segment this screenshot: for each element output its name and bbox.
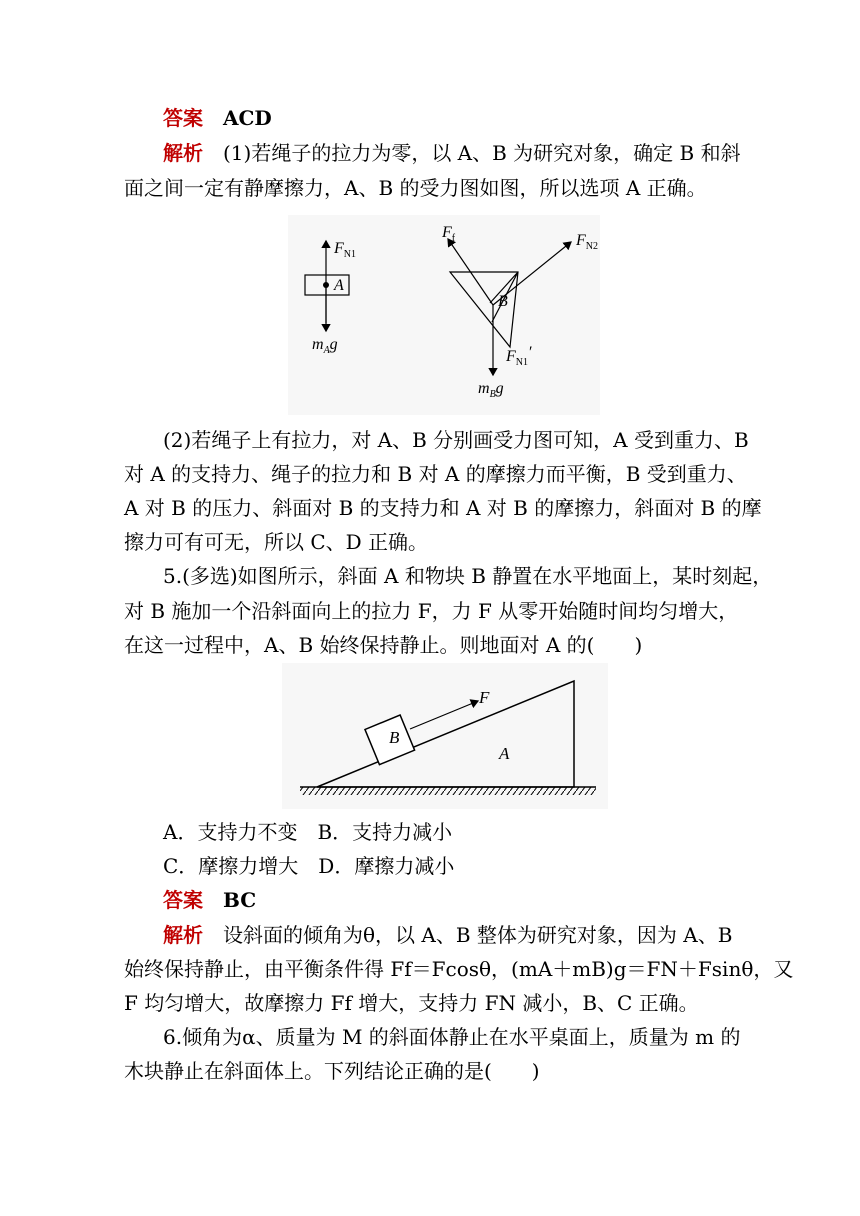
label-block-b: B [389,728,400,747]
q5-analysis-label: 解析 [163,923,203,947]
q5-analysis-line-1 [163,921,732,949]
answer-line [163,104,272,132]
q5-stem-line-3: 在这一过程中，A、B 始终保持静止。则地面对 A 的( ) [124,633,643,657]
label-fn1: $F_{N1}$ [334,240,357,260]
q6-stem-line-2: 木块静止在斜面体上。下列结论正确的是( ) [124,1059,540,1083]
label-fn2: $F_{N2}$ [576,232,599,252]
q5-stem-line-2: 对 B 施加一个沿斜面向上的拉力 F，力 F 从零开始随时间均匀增大， [124,599,739,623]
analysis-label: 解析 [163,141,203,165]
label-block-a: A [334,277,344,294]
label-incline-a: A [499,744,510,763]
analysis2-line-4: 擦力可有可无，所以 C、D 正确。 [124,530,429,554]
q5-stem-line-1: 5.(多选)如图所示，斜面 A 和物块 B 静置在水平地面上，某时刻起， [163,564,773,588]
q5-analysis-line-2: 始终保持静止，由平衡条件得 Ff＝Fcosθ，(mA＋mB)g＝FN＋Fsinθ，又 [124,957,794,981]
analysis-line-1 [163,139,741,167]
analysis2-line-1: (2)若绳子上有拉力，对 A、B 分别画受力图可知，A 受到重力、B [163,428,749,452]
analysis2-line-3: A 对 B 的压力、斜面对 B 的支持力和 A 对 B 的摩擦力，斜面对 B 的摩 [124,496,762,520]
analysis-line-2: 面之间一定有静摩擦力，A、B 的受力图如图，所以选项 A 正确。 [124,176,707,200]
label-fn1-prime: $F_{N1}'$ [506,344,532,368]
analysis2-line-2: 对 A 的支持力、绳子的拉力和 B 对 A 的摩擦力而平衡，B 受到重力、 [124,462,747,486]
q5-answer-line [163,886,256,914]
q5-answer-label: 答案 [163,888,203,912]
incline-diagram [282,663,608,809]
q5-analysis-line-3: F 均匀增大，故摩擦力 Ff 增大，支持力 FN 减小，B、C 正确。 [124,991,699,1015]
incline-diagram-svg [282,663,608,809]
q5-analysis-text: 设斜面的倾角为θ，以 A、B 整体为研究对象，因为 A、B [223,923,733,947]
q5-options-line-1: A．支持力不变 B．支持力减小 [163,820,453,844]
label-ff: $F_f$ [442,224,456,244]
label-mag: $m_Ag$ [312,336,338,356]
q5-answer-value: BC [223,888,257,912]
label-block-b: B [498,293,508,310]
q5-options-line-2: C．摩擦力增大 D．摩擦力减小 [163,854,455,878]
q6-stem-line-1: 6.倾角为α、质量为 M 的斜面体静止在水平桌面上，质量为 m 的 [163,1025,741,1049]
answer-label: 答案 [163,106,203,130]
incline-a [317,681,574,787]
force-diagram [288,215,600,415]
force-diagram-svg [288,215,600,415]
label-mbg: $m_Bg$ [478,380,504,400]
analysis-text: (1)若绳子的拉力为零，以 A、B 为研究对象，确定 B 和斜 [223,141,741,165]
answer-value: ACD [223,106,272,130]
label-force: F [479,688,490,707]
ground-hatch [300,787,596,795]
